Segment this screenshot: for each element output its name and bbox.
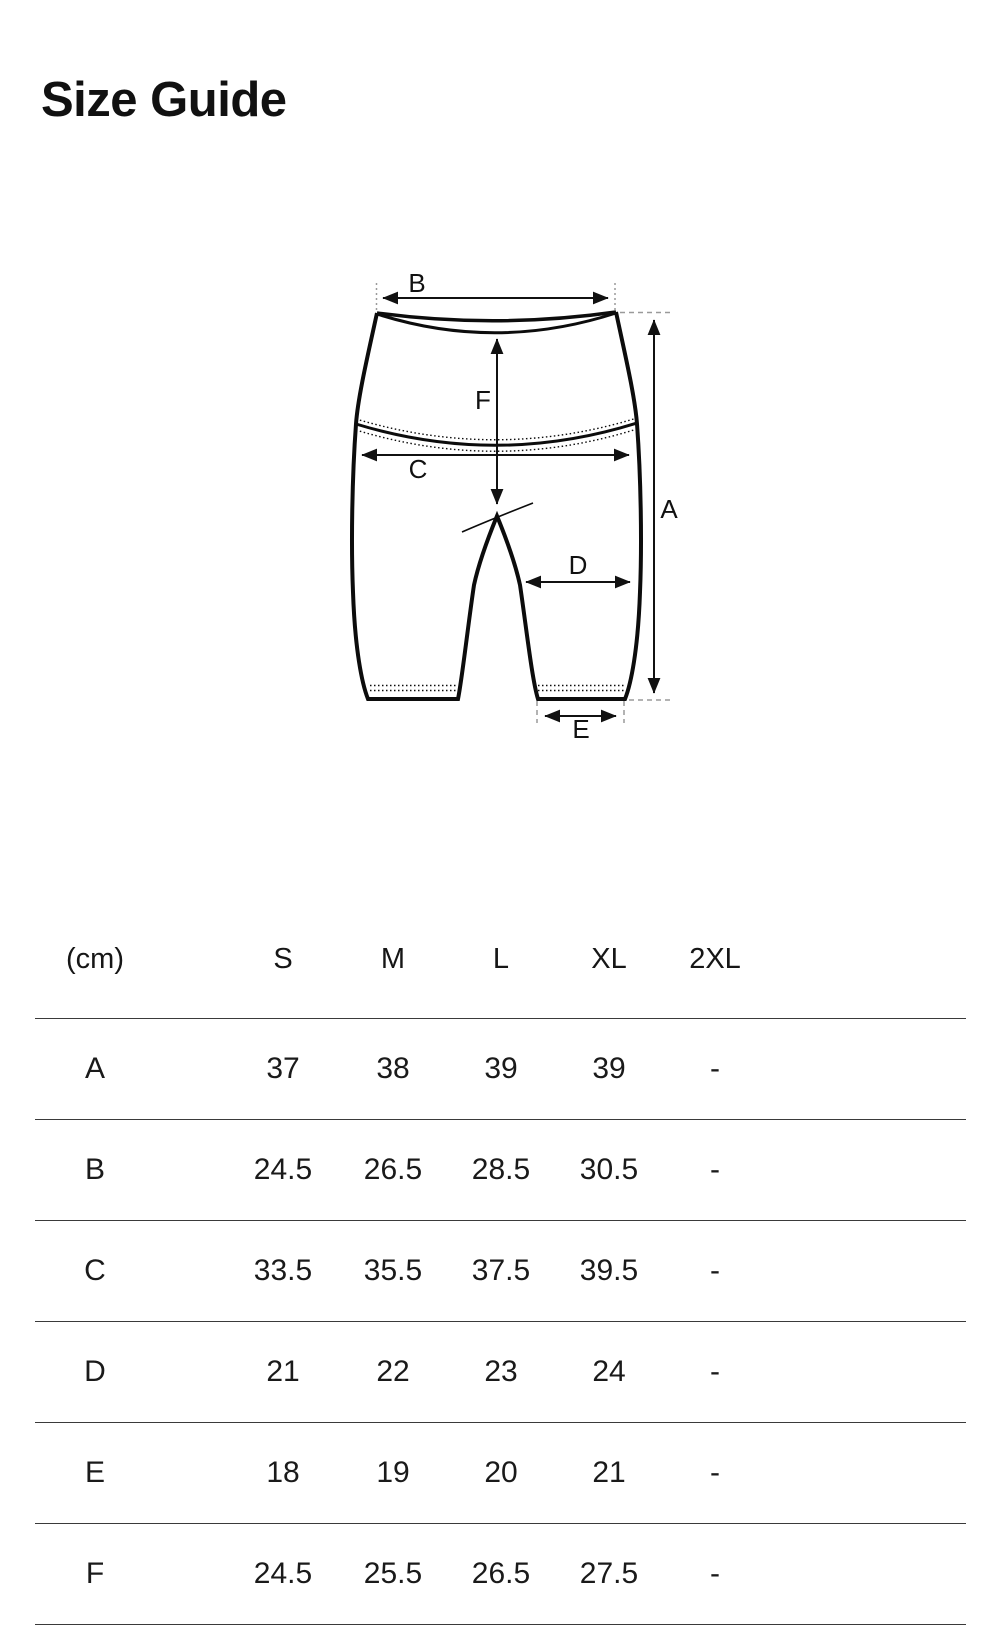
label-B: B <box>408 268 426 298</box>
label-E: E <box>572 714 590 744</box>
cell: 18 <box>266 1456 300 1489</box>
cell: - <box>710 1052 720 1085</box>
table-row-b <box>35 1119 966 1220</box>
col-header-2xl: 2XL <box>689 942 741 975</box>
cell: 21 <box>592 1456 626 1489</box>
cell: 23 <box>484 1355 518 1388</box>
cell: - <box>710 1153 720 1186</box>
row-label: B <box>84 1153 105 1186</box>
cell: - <box>710 1355 720 1388</box>
row-label: C <box>84 1254 106 1287</box>
cell: 25.5 <box>363 1557 423 1590</box>
cell: 30.5 <box>579 1153 639 1186</box>
cell: 26.5 <box>363 1153 423 1186</box>
cell: 24.5 <box>253 1153 313 1186</box>
label-A: A <box>660 494 678 524</box>
col-header-l: L <box>492 942 510 975</box>
label-D: D <box>568 550 588 580</box>
dimension-guides <box>377 283 673 723</box>
row-label: A <box>84 1052 105 1085</box>
shorts-measurement-diagram <box>325 255 700 755</box>
table-row-c <box>35 1220 966 1321</box>
size-table-header-row <box>35 900 966 1018</box>
dimension-arrows <box>362 298 654 716</box>
cell: 37 <box>266 1052 300 1085</box>
page-title: Size Guide <box>41 73 287 127</box>
row-label: E <box>84 1456 105 1489</box>
label-F: F <box>475 385 491 415</box>
cell: 21 <box>266 1355 300 1388</box>
cell: 27.5 <box>579 1557 639 1590</box>
cell: 39 <box>592 1052 626 1085</box>
col-header-m: M <box>380 942 406 975</box>
cell: - <box>710 1456 720 1489</box>
cell: 22 <box>376 1355 410 1388</box>
row-label: D <box>84 1355 106 1388</box>
label-C: C <box>408 454 428 484</box>
cell: 24.5 <box>253 1557 313 1590</box>
cell: 35.5 <box>363 1254 423 1287</box>
table-row-f <box>35 1523 966 1624</box>
cell: 37.5 <box>471 1254 531 1287</box>
size-table <box>35 900 966 1625</box>
table-row-a <box>35 1018 966 1119</box>
cell: - <box>710 1557 720 1590</box>
cell: 26.5 <box>471 1557 531 1590</box>
cell: - <box>710 1254 720 1287</box>
shorts-diagram-svg <box>325 255 700 755</box>
col-header-s: S <box>273 942 293 975</box>
cell: 24 <box>592 1355 626 1388</box>
cell: 28.5 <box>471 1153 531 1186</box>
col-header-xl: XL <box>591 942 627 975</box>
table-row-d <box>35 1321 966 1422</box>
cell: 39.5 <box>579 1254 639 1287</box>
cell: 20 <box>484 1456 518 1489</box>
cell: 33.5 <box>253 1254 313 1287</box>
cell: 19 <box>376 1456 410 1489</box>
table-row-e <box>35 1422 966 1523</box>
cell: 38 <box>376 1052 410 1085</box>
cell: 39 <box>484 1052 518 1085</box>
row-label: F <box>85 1557 105 1590</box>
unit-header: (cm) <box>66 942 124 975</box>
